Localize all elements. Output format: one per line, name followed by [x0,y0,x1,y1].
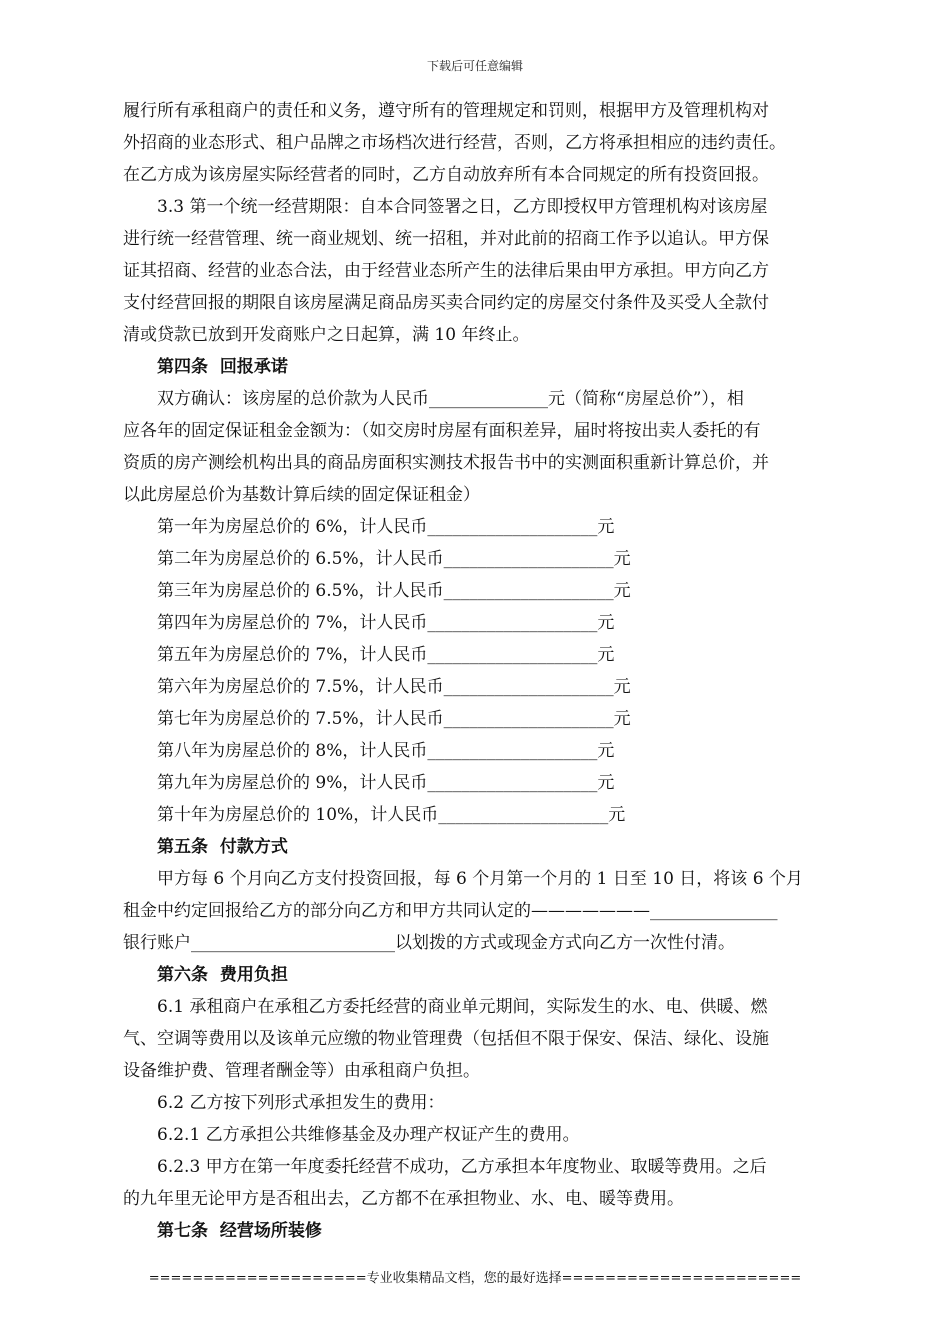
paragraph-line: 外招商的业态形式、租户品牌之市场档次进行经营，否则，乙方将承担相应的违约责任。 [123,133,786,153]
section-heading: 第五条 付款方式 [157,837,288,857]
paragraph-line: 进行统一经营管理、统一商业规划、统一招租，并对此前的招商工作予以追认。甲方保 [123,229,769,249]
paragraph-line: 以此房屋总价为基数计算后续的固定保证租金） [123,485,480,505]
paragraph-line: 资质的房产测绘机构出具的商品房面积实测技术报告书中的实测面积重新计算总价，并 [123,453,769,473]
rent-year-line: 第一年为房屋总价的 6%，计人民币____________________元 [157,517,615,537]
rent-year-line: 第三年为房屋总价的 6.5%，计人民币____________________元 [157,581,631,601]
paragraph-line: 气、空调等费用以及该单元应缴的物业管理费（包括但不限于保安、保洁、绿化、设施 [123,1029,769,1049]
rent-year-line: 第九年为房屋总价的 9%，计人民币____________________元 [157,773,615,793]
paragraph-line: 清或贷款已放到开发商账户之日起算，满 10 年终止。 [123,325,530,345]
paragraph-line: 双方确认：该房屋的总价款为人民币______________元（简称“房屋总价”），相 [157,389,744,409]
paragraph-line: 的九年里无论甲方是否租出去，乙方都不在承担物业、水、电、暖等费用。 [123,1189,684,1209]
paragraph-line: 3.3 第一个统一经营期限：自本合同签署之日，乙方即授权甲方管理机构对该房屋 [157,197,768,217]
paragraph-line: 6.2.1 乙方承担公共维修基金及办理产权证产生的费用。 [157,1125,580,1145]
paragraph-line: 租金中约定回报给乙方的部分向乙方和甲方共同认定的———————_______________ [123,901,778,921]
page-header: 下载后可任意编辑 [426,59,523,73]
rent-year-line: 第四年为房屋总价的 7%，计人民币____________________元 [157,613,615,633]
section-heading: 第六条 费用负担 [157,965,288,985]
document-body [123,95,851,1247]
paragraph-line: 履行所有承租商户的责任和义务，遵守所有的管理规定和罚则，根据甲方及管理机构对 [123,101,769,121]
rent-year-line: 第七年为房屋总价的 7.5%，计人民币____________________元 [157,709,631,729]
section-heading: 第七条 经营场所装修 [157,1221,322,1241]
page-footer: ====================专业收集精品文档，您的最好选择====================== [148,1271,802,1286]
paragraph-line: 证其招商、经营的业态合法，由于经营业态所产生的法律后果由甲方承担。甲方向乙方 [123,261,769,281]
rent-year-line: 第五年为房屋总价的 7%，计人民币____________________元 [157,645,615,665]
rent-year-line: 第六年为房屋总价的 7.5%，计人民币____________________元 [157,677,631,697]
paragraph-line: 支付经营回报的期限自该房屋满足商品房买卖合同约定的房屋交付条件及买受人全款付 [123,293,769,313]
rent-year-line: 第八年为房屋总价的 8%，计人民币____________________元 [157,741,615,761]
rent-year-line: 第十年为房屋总价的 10%，计人民币____________________元 [157,805,626,825]
paragraph-line: 6.2.3 甲方在第一年度委托经营不成功，乙方承担本年度物业、取暖等费用。之后 [157,1157,767,1177]
paragraph-line: 在乙方成为该房屋实际经营者的同时，乙方自动放弃所有本合同规定的所有投资回报。 [123,165,769,185]
paragraph-line: 银行账户________________________以划拨的方式或现金方式向乙方一次性付清。 [123,933,735,953]
section-heading: 第四条 回报承诺 [157,357,288,377]
paragraph-line: 设备维护费、管理者酬金等）由承租商户负担。 [123,1061,480,1081]
paragraph-line: 6.1 承租商户在承租乙方委托经营的商业单元期间，实际发生的水、电、供暖、燃 [157,997,768,1017]
rent-year-line: 第二年为房屋总价的 6.5%，计人民币____________________元 [157,549,631,569]
paragraph-line: 6.2 乙方按下列形式承担发生的费用： [157,1093,445,1113]
paragraph-line: 应各年的固定保证租金金额为：（如交房时房屋有面积差异，届时将按出卖人委托的有 [123,421,761,441]
paragraph-line: 甲方每 6 个月向乙方支付投资回报，每 6 个月第一个月的 1 日至 10 日，将该 6 个月 [157,869,803,889]
